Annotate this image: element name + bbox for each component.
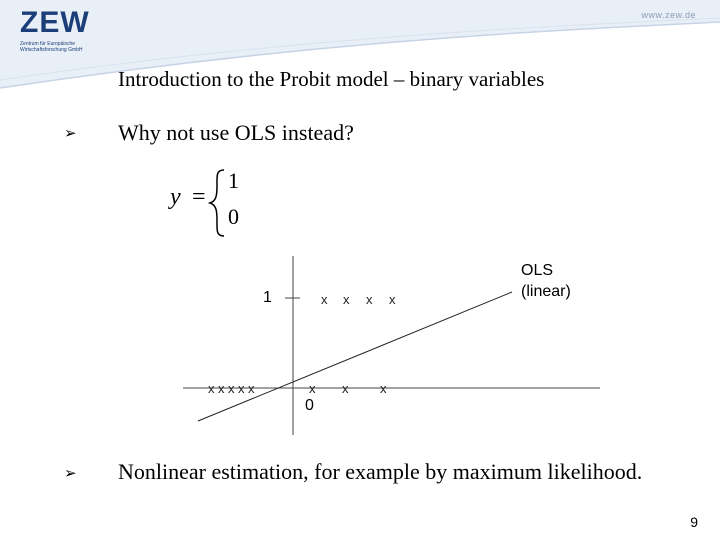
ols-fit-line	[198, 292, 512, 421]
arrow-bullet-icon: ➢	[64, 464, 77, 482]
data-mark: x	[248, 381, 255, 396]
data-mark: x	[389, 292, 396, 307]
y-tick-label-1: 1	[263, 289, 272, 306]
data-mark: x	[380, 381, 387, 396]
ols-label-line2: (linear)	[521, 283, 571, 300]
header-url: www.zew.de	[641, 10, 696, 20]
x-origin-label: 0	[305, 397, 314, 414]
data-mark: x	[321, 292, 328, 307]
zew-logo: ZEW	[20, 6, 90, 39]
data-mark: x	[218, 381, 225, 396]
ols-label-line1: OLS	[521, 262, 554, 279]
data-mark: x	[228, 381, 235, 396]
slide-title: Introduction to the Probit model – binary variables	[118, 67, 545, 91]
equation-lhs: y	[170, 184, 181, 210]
equation-case-one: 1	[228, 168, 239, 193]
logo-subtitle: Zentrum für Europäische Wirtschaftsforschung GmbH	[20, 41, 83, 53]
ols-label	[521, 260, 571, 302]
bullet-why-not-ols: Why not use OLS instead?	[118, 120, 354, 145]
data-mark: x	[208, 381, 215, 396]
data-mark: x	[342, 381, 349, 396]
data-mark: x	[343, 292, 350, 307]
data-mark: x	[366, 292, 373, 307]
data-mark: x	[238, 381, 245, 396]
data-mark: x	[309, 381, 316, 396]
equation-case-zero: 0	[228, 204, 239, 229]
page-number: 9	[690, 514, 698, 530]
arrow-bullet-icon: ➢	[64, 124, 77, 142]
bullet-nonlinear-estimation: Nonlinear estimation, for example by maximum likelihood.	[118, 459, 643, 484]
equation-equals: =	[192, 184, 206, 210]
